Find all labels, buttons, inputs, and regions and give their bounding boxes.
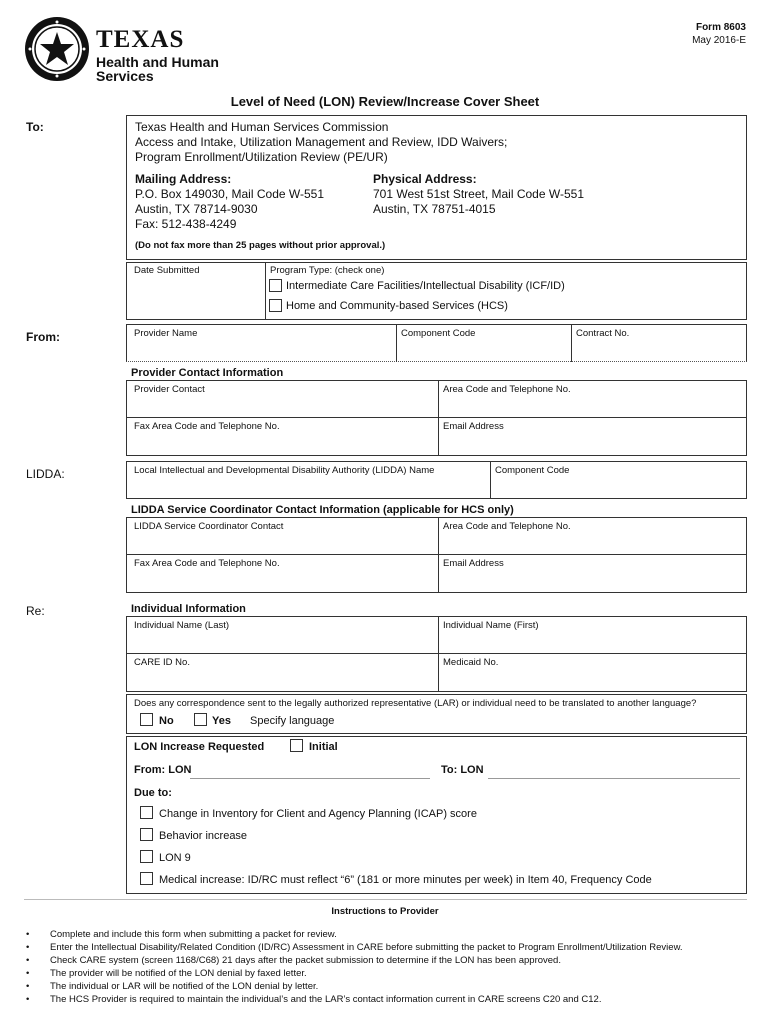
fax-note: (Do not fax more than 25 pages without prior approval.) — [135, 240, 386, 251]
contract-no-field[interactable]: Contract No. — [576, 328, 630, 339]
reason-lon9-label: LON 9 — [159, 852, 191, 864]
provider-phone-field[interactable]: Area Code and Telephone No. — [443, 384, 571, 395]
provider-name-field[interactable]: Provider Name — [134, 328, 198, 339]
program-type-label: Program Type: (check one) — [270, 265, 385, 276]
instruction-item: • Complete and include this form when submitting a packet for review. — [26, 928, 756, 941]
reason-icap-checkbox[interactable] — [140, 806, 153, 819]
reason-medical-checkbox[interactable] — [140, 872, 153, 885]
icf-id-label: Intermediate Care Facilities/Intellectual Disability (ICF/ID) — [286, 280, 565, 292]
individual-info-heading: Individual Information — [131, 603, 246, 615]
instruction-item: • The provider will be notified of the LON denial by faxed letter. — [26, 967, 756, 980]
individual-first-name-field[interactable]: Individual Name (First) — [443, 620, 539, 631]
from-lon-field[interactable]: From: LON — [134, 764, 192, 776]
coordinator-phone-field[interactable]: Area Code and Telephone No. — [443, 521, 571, 532]
instructions-heading: Instructions to Provider — [331, 906, 439, 917]
individual-last-name-field[interactable]: Individual Name (Last) — [134, 620, 230, 631]
to-line-1: Texas Health and Human Services Commission — [135, 120, 389, 134]
reason-medical-label: Medical increase: ID/RC must reflect “6” (181 or more minutes per week) in Item 40, Frequency Code — [159, 874, 652, 886]
to-label: To: — [26, 120, 44, 134]
medicaid-field[interactable]: Medicaid No. — [443, 657, 499, 668]
instruction-item: • Check CARE system (screen 1168/C68) 21 days after the packet submission to determine if the LON has been approved. — [26, 954, 756, 967]
to-line-3: Program Enrollment/Utilization Review (PE/UR) — [135, 150, 388, 164]
coordinator-contact-field[interactable]: LIDDA Service Coordinator Contact — [134, 521, 284, 532]
lidda-label: LIDDA: — [26, 467, 65, 481]
instruction-item: • The individual or LAR will be notified of the LON denial by letter. — [26, 980, 756, 993]
agency-name-line3: Services — [96, 68, 154, 84]
icf-id-checkbox[interactable] — [269, 279, 282, 292]
to-line-2: Access and Intake, Utilization Management and Review, IDD Waivers; — [135, 135, 508, 149]
agency-name-texas: TEXAS — [96, 26, 185, 53]
translation-no-label: No — [159, 715, 174, 727]
reason-behavior-label: Behavior increase — [159, 830, 248, 842]
lon-requested-label: LON Increase Requested — [134, 741, 265, 753]
physical-line-2: Austin, TX 78751-4015 — [373, 202, 496, 216]
to-lon-field[interactable]: To: LON — [441, 764, 484, 776]
instruction-item: • Enter the Intellectual Disability/Related Condition (ID/RC) Assessment in CARE before submitting the packet to Program Enrollment/Utilization Review. — [26, 941, 756, 954]
instruction-item: • The HCS Provider is required to maintain the individual’s and the LAR’s contact information current in CARE screens C20 and C12. — [26, 993, 756, 1006]
provider-fax-field[interactable]: Fax Area Code and Telephone No. — [134, 421, 280, 432]
translation-no-checkbox[interactable] — [140, 713, 153, 726]
re-label: Re: — [26, 604, 45, 618]
mailing-line-3: Fax: 512-438-4249 — [135, 217, 237, 231]
reason-behavior-checkbox[interactable] — [140, 828, 153, 841]
provider-contact-box — [126, 380, 747, 456]
instructions-list — [26, 928, 756, 1006]
lidda-component-code-field[interactable]: Component Code — [495, 465, 570, 476]
provider-component-code-field[interactable]: Component Code — [401, 328, 476, 339]
physical-line-1: 701 West 51st Street, Mail Code W-551 — [373, 187, 584, 201]
coordinator-fax-field[interactable]: Fax Area Code and Telephone No. — [134, 558, 280, 569]
due-to-label: Due to: — [134, 787, 172, 799]
hcs-checkbox[interactable] — [269, 299, 282, 312]
mailing-line-1: P.O. Box 149030, Mail Code W-551 — [135, 187, 324, 201]
specify-language-field[interactable]: Specify language — [250, 715, 335, 727]
lidda-name-field[interactable]: Local Intellectual and Developmental Disability Authority (LIDDA) Name — [134, 465, 435, 476]
date-submitted-label[interactable]: Date Submitted — [134, 265, 200, 276]
initial-checkbox[interactable] — [290, 739, 303, 752]
hcs-label: Home and Community-based Services (HCS) — [286, 300, 508, 312]
agency-name-line2: Health and Human — [96, 54, 219, 70]
form-number: Form 8603 — [695, 22, 746, 33]
provider-contact-heading: Provider Contact Information — [131, 367, 284, 379]
page-title: Level of Need (LON) Review/Increase Cover Sheet — [230, 94, 540, 109]
translation-question: Does any correspondence sent to the legally authorized representative (LAR) or individual need to be translated to another language? — [134, 698, 697, 709]
care-id-field[interactable]: CARE ID No. — [134, 657, 190, 668]
reason-lon9-checkbox[interactable] — [140, 850, 153, 863]
reason-icap-label: Change in Inventory for Client and Agency Planning (ICAP) score — [159, 808, 477, 820]
translation-yes-label: Yes — [212, 715, 231, 727]
translation-yes-checkbox[interactable] — [194, 713, 207, 726]
from-label: From: — [26, 330, 60, 344]
initial-label: Initial — [309, 741, 338, 753]
coordinator-email-field[interactable]: Email Address — [443, 558, 504, 569]
mailing-heading: Mailing Address: — [135, 172, 232, 186]
texas-seal-logo — [24, 16, 90, 82]
lidda-contact-heading: LIDDA Service Coordinator Contact Information (applicable for HCS only) — [131, 504, 514, 516]
form-date: May 2016-E — [692, 35, 746, 46]
provider-contact-field[interactable]: Provider Contact — [134, 384, 205, 395]
mailing-line-2: Austin, TX 78714-9030 — [135, 202, 258, 216]
provider-email-field[interactable]: Email Address — [443, 421, 504, 432]
physical-heading: Physical Address: — [373, 172, 477, 186]
